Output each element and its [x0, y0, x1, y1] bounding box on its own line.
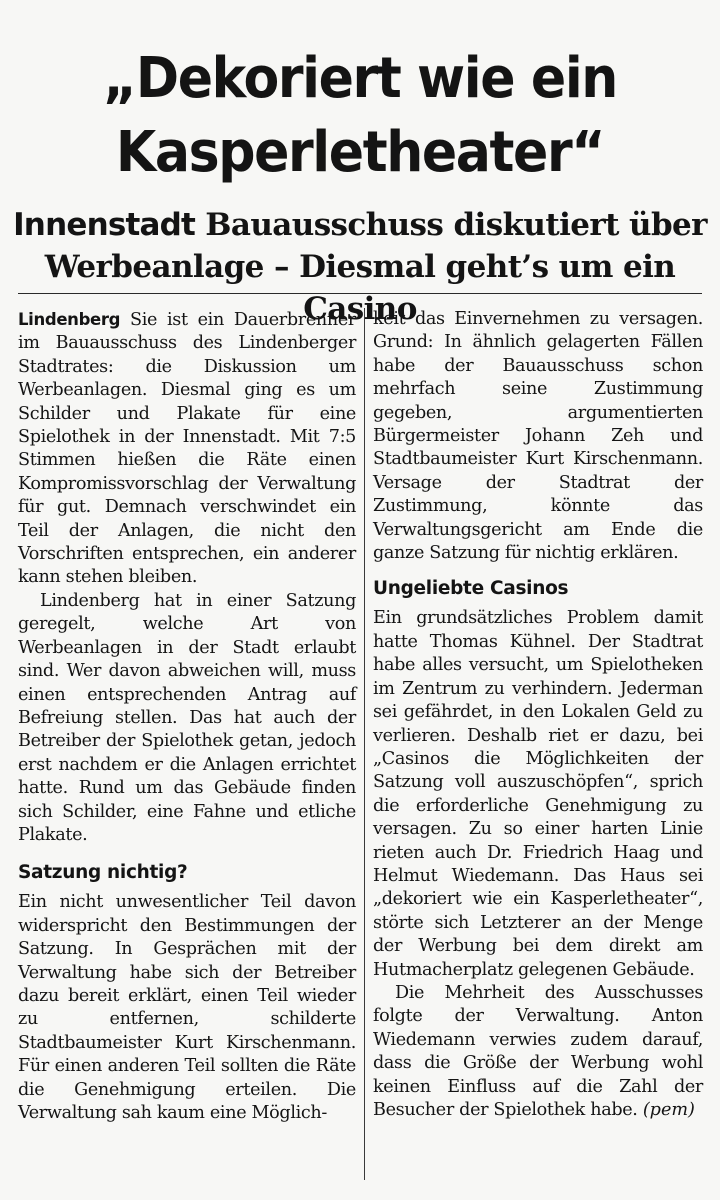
paragraph: Ein grundsätzliches Problem damit hatte Thomas Kühnel. Der Stadtrat habe alles versucht, um Spielotheken im Zentrum zu verhindern. Jederman sei gefährdet, in den Lokalen Geld zu verlieren. Deshalb riet er dazu, bei „Casinos die Möglichkeiten der Satzung voll auszuschöpfen“, sprich die erforderliche Genehmigung zu versagen. Zu so einer harten Linie rieten auch Dr. Friedrich Haag und Helmut Wiedemann. Das Haus sei „dekoriert wie ein Kasperletheater“, störte sich Letzterer an der Menge der Werbung bei dem direkt am Hutmacherplatz gelegenen Gebäude. [373, 608, 703, 980]
left-column [18, 308, 356, 1125]
paragraph [18, 308, 356, 590]
dateline: Lindenberg [18, 310, 121, 329]
top-rule [18, 293, 702, 294]
paragraph: Lindenberg hat in einer Satzung geregelt, welche Art von Werbeanlagen in der Stadt erlaubt sind. Wer davon abweichen will, muss einen entsprechenden Antrag auf Befreiung stellen. Das hat auch der Betreiber der Spielothek getan, jedoch erst nachdem er die Anlagen errichtet hatte. Rund um das Gebäude finden sich Schilder, eine Fahne und etliche Plakate. [18, 590, 356, 845]
author-byline: (pem) [642, 1100, 695, 1120]
subhead-line-2: Werbeanlage – Diesmal geht’s um ein Casino [44, 249, 676, 327]
kicker: Innenstadt [13, 207, 196, 243]
paragraph-text: Sie ist ein Dauerbrenner im Bauausschuss des Lindenberger Stadtrates: die Diskussion um Werbeanlagen. Diesmal ging es um Schilder und Plakate für eine Spielothek in der Innenstadt. Mit 7:5 Stimmen hießen die Räte einen Kompromissvorschlag der Verwaltung für gut. Demnach verschwindet ein Teil der Anlagen, die nicht den Vorschriften entsprechen, ein anderer kann stehen bleiben. [18, 310, 356, 588]
paragraph [373, 982, 703, 1122]
paragraph: keit das Einvernehmen zu versagen. Grund: In ähnlich gelagerten Fällen habe der Bauausschuss schon mehrfach seine Zustimmung gegeben, argumentierten Bürgermeister Johann Zeh und Stadtbaumeister Kurt Kirschenmann. Versage der Stadtrat der Zustimmung, könnte das Verwaltungsgericht am Ende die ganze Satzung für nichtig erklären. [373, 309, 703, 564]
column-divider [364, 308, 365, 1180]
section-heading: Ungeliebte Casinos [373, 578, 569, 600]
paragraph: Ein nicht unwesentlicher Teil davon widerspricht den Bestimmungen der Satzung. In Gesprächen mit der Verwaltung habe sich der Betreiber dazu bereit erklärt, einen Teil wieder zu entfernen, schilderte Stadtbaumeister Kurt Kirschenmann. Für einen anderen Teil sollten die Räte die Genehmigung erteilen. Die Verwaltung sah kaum eine Möglich- [18, 892, 356, 1123]
paragraph-text: Die Mehrheit des Ausschusses folgte der Verwaltung. Anton Wiedemann verwies zudem darauf, dass die Größe der Werbung wohl keinen Einfluss auf die Zahl der Besucher der Spielothek habe. [373, 982, 703, 1120]
headline-line-1: „Dekoriert wie ein [103, 46, 617, 111]
headline-line-2: Kasperletheater“ [115, 120, 605, 185]
subhead-line-1: Bauausschuss diskutiert über [195, 207, 707, 243]
section-heading: Satzung nichtig? [18, 862, 188, 884]
headline [25, 42, 695, 190]
right-column [373, 308, 703, 1122]
